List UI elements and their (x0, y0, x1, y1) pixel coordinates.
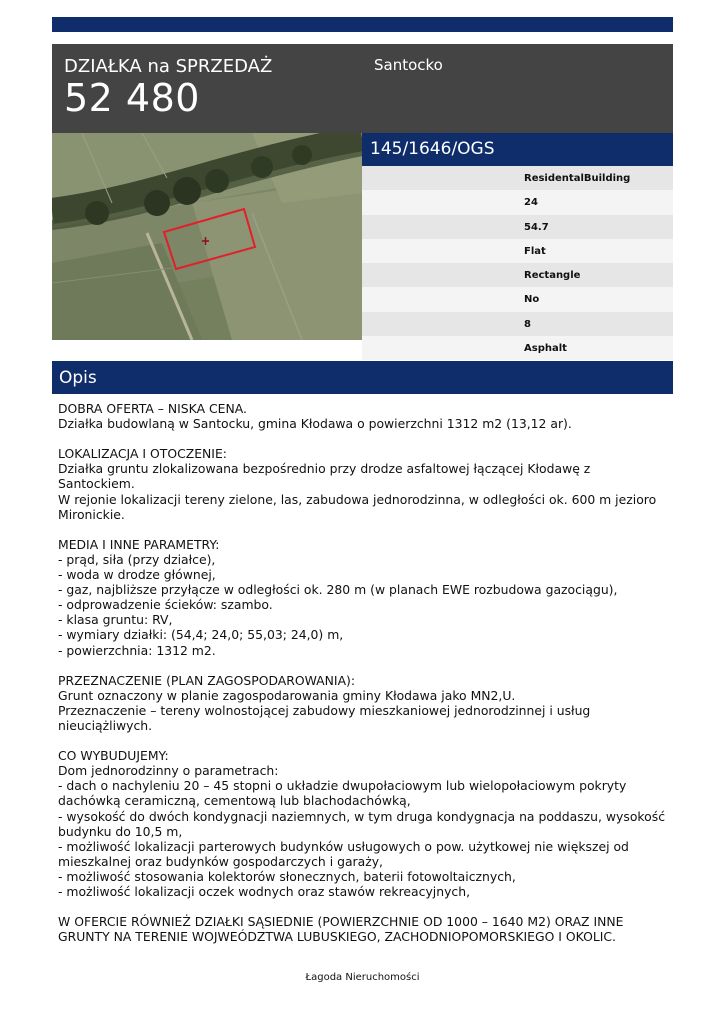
location: Santocko (374, 56, 443, 74)
description-section-header (52, 361, 673, 394)
property-value: Rectangle (524, 270, 581, 282)
property-row (362, 190, 673, 214)
property-table (362, 166, 673, 360)
property-row (362, 312, 673, 336)
satellite-map-image (52, 133, 362, 340)
property-row (362, 239, 673, 263)
property-value: Asphalt (524, 343, 567, 355)
description-text: DOBRA OFERTA – NISKA CENA. Działka budowlaną w Santocku, gmina Kłodawa o powierzchni 1312 m2 (13,12 ar). LOKALIZACJA I OTOCZENIE: Działka gruntu zlokalizowana bezpośrednio przy drodze asfaltowej łączącej Kłodawę z Santockiem. W rejonie lokalizacji tereny zielone, las, zabudowa jednorodzinna, w odległości ok. 600 m jezioro Mironickie. MEDIA I INNE PARAMETRY: - prąd, siła (przy działce), - woda w drodze głównej, - gaz, najbliższe przyłącze w odległości ok. 280 m (w planach EWE rozbudowa gazociągu), - odprowadzenie ścieków: szambo. - klasa gruntu: RV, - wymiary działki: (54,4; 24,0; 55,03; 24,0) m, - powierzchnia: 1312 m2. PRZEZNACZENIE (PLAN ZAGOSPODAROWANIA): Grunt oznaczony w planie zagospodarowania gminy Kłodawa jako MN2,U. Przeznaczenie – tereny wolnostojącej zabudowy mieszkaniowej jednorodzinnej i usług nieuciążliwych. CO WYBUDUJEMY: Dom jednorodzinny o parametrach: - dach o nachyleniu 20 – 45 stopni o układzie dwupołaciowym lub wielopołaciowym pokryty dachówką ceramiczną, cementową lub blachodachówką, - wysokość do dwóch kondygnacji naziemnych, w tym druga kondygnacja na poddaszu, wysokość budynku do 10,5 m, - możliwość lokalizacji parterowych budynków usługowych o pow. użytkowej nie większej od mieszkalnej oraz budynków gospodarczych i garaży, - możliwość stosowania kolektorów słonecznych, baterii fotowoltaicznych, - możliwość lokalizacji oczek wodnych oraz stawów rekreacyjnych, W OFERCIE RÓWNIEŻ DZIAŁKI SĄSIEDNIE (POWIERZCHNIE OD 1000 – 1640 M2) ORAZ INNE GRUNTY NA TERENIE WOJWEÓDZTWA LUBUSKIEGO, ZACHODNIOPOMORSKIEGO I OKOLIC. (58, 401, 666, 945)
offer-reference-number: 145/1646/OGS (370, 139, 495, 159)
property-row (362, 287, 673, 311)
property-value: 8 (524, 318, 531, 330)
footer-agency-name: Łagoda Nieruchomości (305, 972, 420, 983)
property-row (362, 263, 673, 287)
property-value: 24 (524, 197, 538, 209)
property-value: 54.7 (524, 221, 549, 233)
property-value: Flat (524, 245, 546, 257)
offer-type-label: DZIAŁKA na SPRZEDAŻ (64, 56, 273, 77)
property-value: ResidentalBuilding (524, 173, 631, 184)
property-value: No (524, 294, 540, 306)
property-row (362, 215, 673, 239)
property-row (362, 336, 673, 360)
property-row (362, 166, 673, 190)
top-accent-bar (52, 17, 673, 32)
section-title: Opis (59, 368, 97, 388)
offer-reference-bar (362, 133, 673, 166)
offer-header (52, 44, 673, 133)
price: 52 480 (64, 76, 200, 120)
